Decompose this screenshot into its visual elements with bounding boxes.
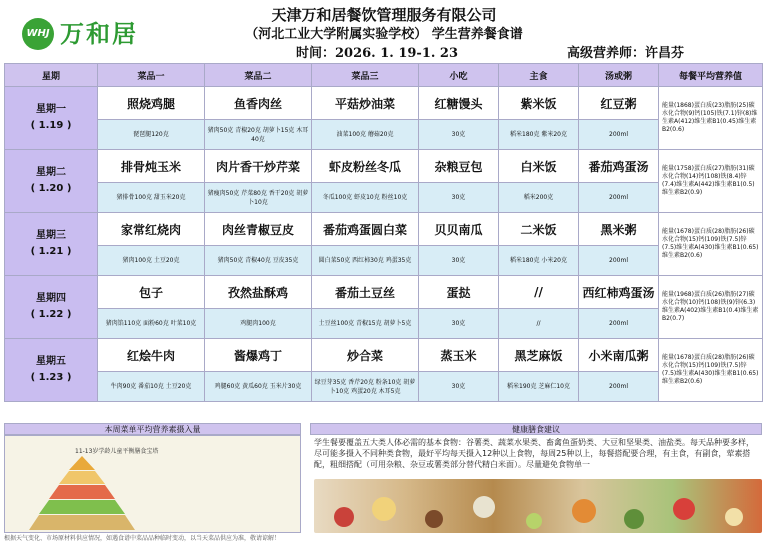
day-cell [5,213,98,276]
dish-name: 西红柿鸡蛋汤 [579,276,659,309]
column-header: 每餐平均营养值 [659,64,763,87]
day-cell [5,150,98,213]
day-date: ( 1.20 ) [30,183,72,194]
dish-name: 排骨炖玉米 [98,150,205,183]
bottom-section [4,423,762,533]
page-header [0,0,768,62]
nutrition-values: 能量(1868)蛋白质(23)脂肪(25)碳水化合物(9)钙(105)铁(7.1)锌(8)维生素A(412)维生素B1(0.45)维生素B2(0.6) [659,87,763,150]
menu-ingredient-row [5,183,763,213]
nutrition-values: 能量(1758)蛋白质(27)脂肪(31)碳水化合物(14)钙(108)铁(8.4)锌(7.4)维生素A(442)维生素B1(0.5)维生素B2(0.9) [659,150,763,213]
food-pyramid-icon [27,454,137,532]
column-header: 星期 [5,64,98,87]
dish-name: 鱼香肉丝 [205,87,312,120]
ingredient-list: 猪肉50克 青椒20克 胡萝卜15克 木耳40克 [205,120,312,150]
dish-name: 紫米饭 [499,87,579,120]
pyramid-title: 11-13岁学龄儿童平衡膳食宝塔 [75,448,159,455]
food-ingredients-image [314,479,762,533]
column-header: 菜品二 [205,64,312,87]
nutrition-values: 能量(1678)蛋白质(28)脂肪(26)碳水化合物(15)钙(109)铁(7.5)锌(7.5)维生素A(430)维生素B1(0.65)维生素B2(0.6) [659,213,763,276]
ingredient-list: 琵琶腿120克 [98,120,205,150]
ingredient-list: 稻米180克 紫米20克 [499,120,579,150]
ingredient-list: 猪瘦肉50克 芹菜80克 香干20克 胡萝卜10克 [205,183,312,213]
day-name: 星期三 [36,230,66,241]
ingredient-list: 圆白菜50克 西红柿30克 鸡蛋35克 [312,246,419,276]
dish-name: 虾皮粉丝冬瓜 [312,150,419,183]
ingredient-list: 200ml [579,246,659,276]
day-cell [5,87,98,150]
dish-name: 小米南瓜粥 [579,339,659,372]
day-name: 星期四 [36,293,66,304]
brand-logo-icon: WHJ [22,18,54,50]
menu-dish-row [5,87,763,120]
menu-ingredient-row [5,120,763,150]
table-header-row [5,64,763,87]
ingredient-list: 鸡腿肉100克 [205,309,312,339]
ingredient-list: 30克 [419,372,499,402]
day-date: ( 1.19 ) [30,120,72,131]
dish-name: 红豆粥 [579,87,659,120]
ingredient-list: 200ml [579,120,659,150]
ingredient-list: 猪排骨100克 甜玉米20克 [98,183,205,213]
ingredient-list: 30克 [419,183,499,213]
dish-name: 贝贝南瓜 [419,213,499,246]
ingredient-list: 稻米190克 芝麻仁10克 [499,372,579,402]
ingredient-list: 牛肉90克 番茄10克 土豆20克 [98,372,205,402]
healthy-diet-heading: 健康膳食建议 [310,423,762,435]
day-cell [5,276,98,339]
dish-name: 杂粮豆包 [419,150,499,183]
menu-ingredient-row [5,309,763,339]
menu-date: 时间：2026. 1. 19-1. 23 [296,46,459,61]
menu-dish-row [5,213,763,246]
dish-name: 番茄鸡蛋汤 [579,150,659,183]
nutrition-values: 能量(1968)蛋白质(26)脂肪(27)碳水化合物(10)钙(108)铁(9)锌(6.3)维生素A(402)维生素B1(0.4)维生素B2(0.7) [659,276,763,339]
dish-name: 家常红烧肉 [98,213,205,246]
ingredient-list: 猪肉50克 青椒40克 豆皮35克 [205,246,312,276]
dish-name: 包子 [98,276,205,309]
column-header: 菜品三 [312,64,419,87]
column-header: 小吃 [419,64,499,87]
dish-name: 黑米粥 [579,213,659,246]
ingredient-list: 猪肉100克 土豆20克 [98,246,205,276]
menu-ingredient-row [5,372,763,402]
ingredient-list: 30克 [419,120,499,150]
food-decoration-icon [314,479,762,533]
day-date: ( 1.21 ) [30,246,72,257]
menu-footer-note: 根据天气变化、市场原材料供应情况，如遇食谱中菜品品种临时变动，以当天菜品供应为准，敬请谅解！ [4,535,281,542]
brand-name: 万和居 [60,19,138,48]
dish-name: 炒合菜 [312,339,419,372]
ingredient-list: 绿豆芽35克 香芹20克 粉条10克 胡萝卜10克 鸡蛋20克 木耳5克 [312,372,419,402]
dish-name: 二米饭 [499,213,579,246]
ingredient-list: 冬瓜100克 虾皮10克 粉丝10克 [312,183,419,213]
dish-name: 蛋挞 [419,276,499,309]
menu-ingredient-row [5,246,763,276]
dish-name: // [499,276,579,309]
menu-dish-row [5,276,763,309]
ingredient-list: 30克 [419,309,499,339]
dish-name: 红烩牛肉 [98,339,205,372]
nutritionist-name: 高级营养师：许昌芬 [567,46,685,61]
menu-dish-row [5,150,763,183]
dish-name: 番茄鸡蛋圆白菜 [312,213,419,246]
menu-table [4,63,762,402]
ingredient-list: 猪肉馅110克 面粉60克 叶菜10克 [98,309,205,339]
day-cell [5,339,98,402]
dish-name: 孜然盐酥鸡 [205,276,312,309]
ingredient-list: 200ml [579,372,659,402]
dish-name: 肉丝青椒豆皮 [205,213,312,246]
diet-advice-text: 学生餐要覆盖五大类人体必需的基本食物：谷薯类、蔬菜水果类、畜禽鱼蛋奶类、大豆和坚果类、油盐类。每天品种要多样，尽可能多摄入不同种类食物，最好平均每天摄入12种以上食物，每周25种以上，每餐搭配要合理，有主食，有副食，荤素搭配，粗细搭配（可用杂粮、杂豆或薯类部分替代精白米面）。尽量避免食物单一 [314,438,754,469]
ingredient-list: 稻米200克 [499,183,579,213]
dish-name: 白米饭 [499,150,579,183]
ingredient-list: 油菜100克 蘑菇20克 [312,120,419,150]
dish-name: 蒸玉米 [419,339,499,372]
nutrition-values: 能量(1678)蛋白质(28)脂肪(26)碳水化合物(15)钙(109)铁(7.5)锌(7.5)维生素A(430)维生素B1(0.65)维生素B2(0.6) [659,339,763,402]
menu-dish-row [5,339,763,372]
day-name: 星期一 [36,104,66,115]
nutrient-intake-heading: 本周菜单平均营养素摄入量 [4,423,301,435]
food-pyramid-graphic [4,435,301,533]
day-date: ( 1.22 ) [30,309,72,320]
dish-name: 酱爆鸡丁 [205,339,312,372]
column-header: 汤或粥 [579,64,659,87]
day-name: 星期二 [36,167,66,178]
column-header: 主食 [499,64,579,87]
ingredient-list: 200ml [579,309,659,339]
dish-name: 平菇炒油菜 [312,87,419,120]
company-title: 天津万和居餐饮管理服务有限公司 [271,6,497,24]
dish-name: 红糖馒头 [419,87,499,120]
column-header: 菜品一 [98,64,205,87]
menu-subtitle: （河北工业大学附属实验学校） 学生营养餐食谱 [245,27,523,42]
ingredient-list: 鸡腿60克 黄瓜60克 玉米片30克 [205,372,312,402]
ingredient-list: 30克 [419,246,499,276]
dish-name: 照烧鸡腿 [98,87,205,120]
ingredient-list: 稻米180克 小米20克 [499,246,579,276]
ingredient-list: 土豆丝100克 青椒15克 胡萝卜5克 [312,309,419,339]
day-date: ( 1.23 ) [30,372,72,383]
dish-name: 黑芝麻饭 [499,339,579,372]
dish-name: 肉片香干炒芹菜 [205,150,312,183]
ingredient-list: 200ml [579,183,659,213]
dish-name: 番茄土豆丝 [312,276,419,309]
ingredient-list: // [499,309,579,339]
day-name: 星期五 [36,356,66,367]
